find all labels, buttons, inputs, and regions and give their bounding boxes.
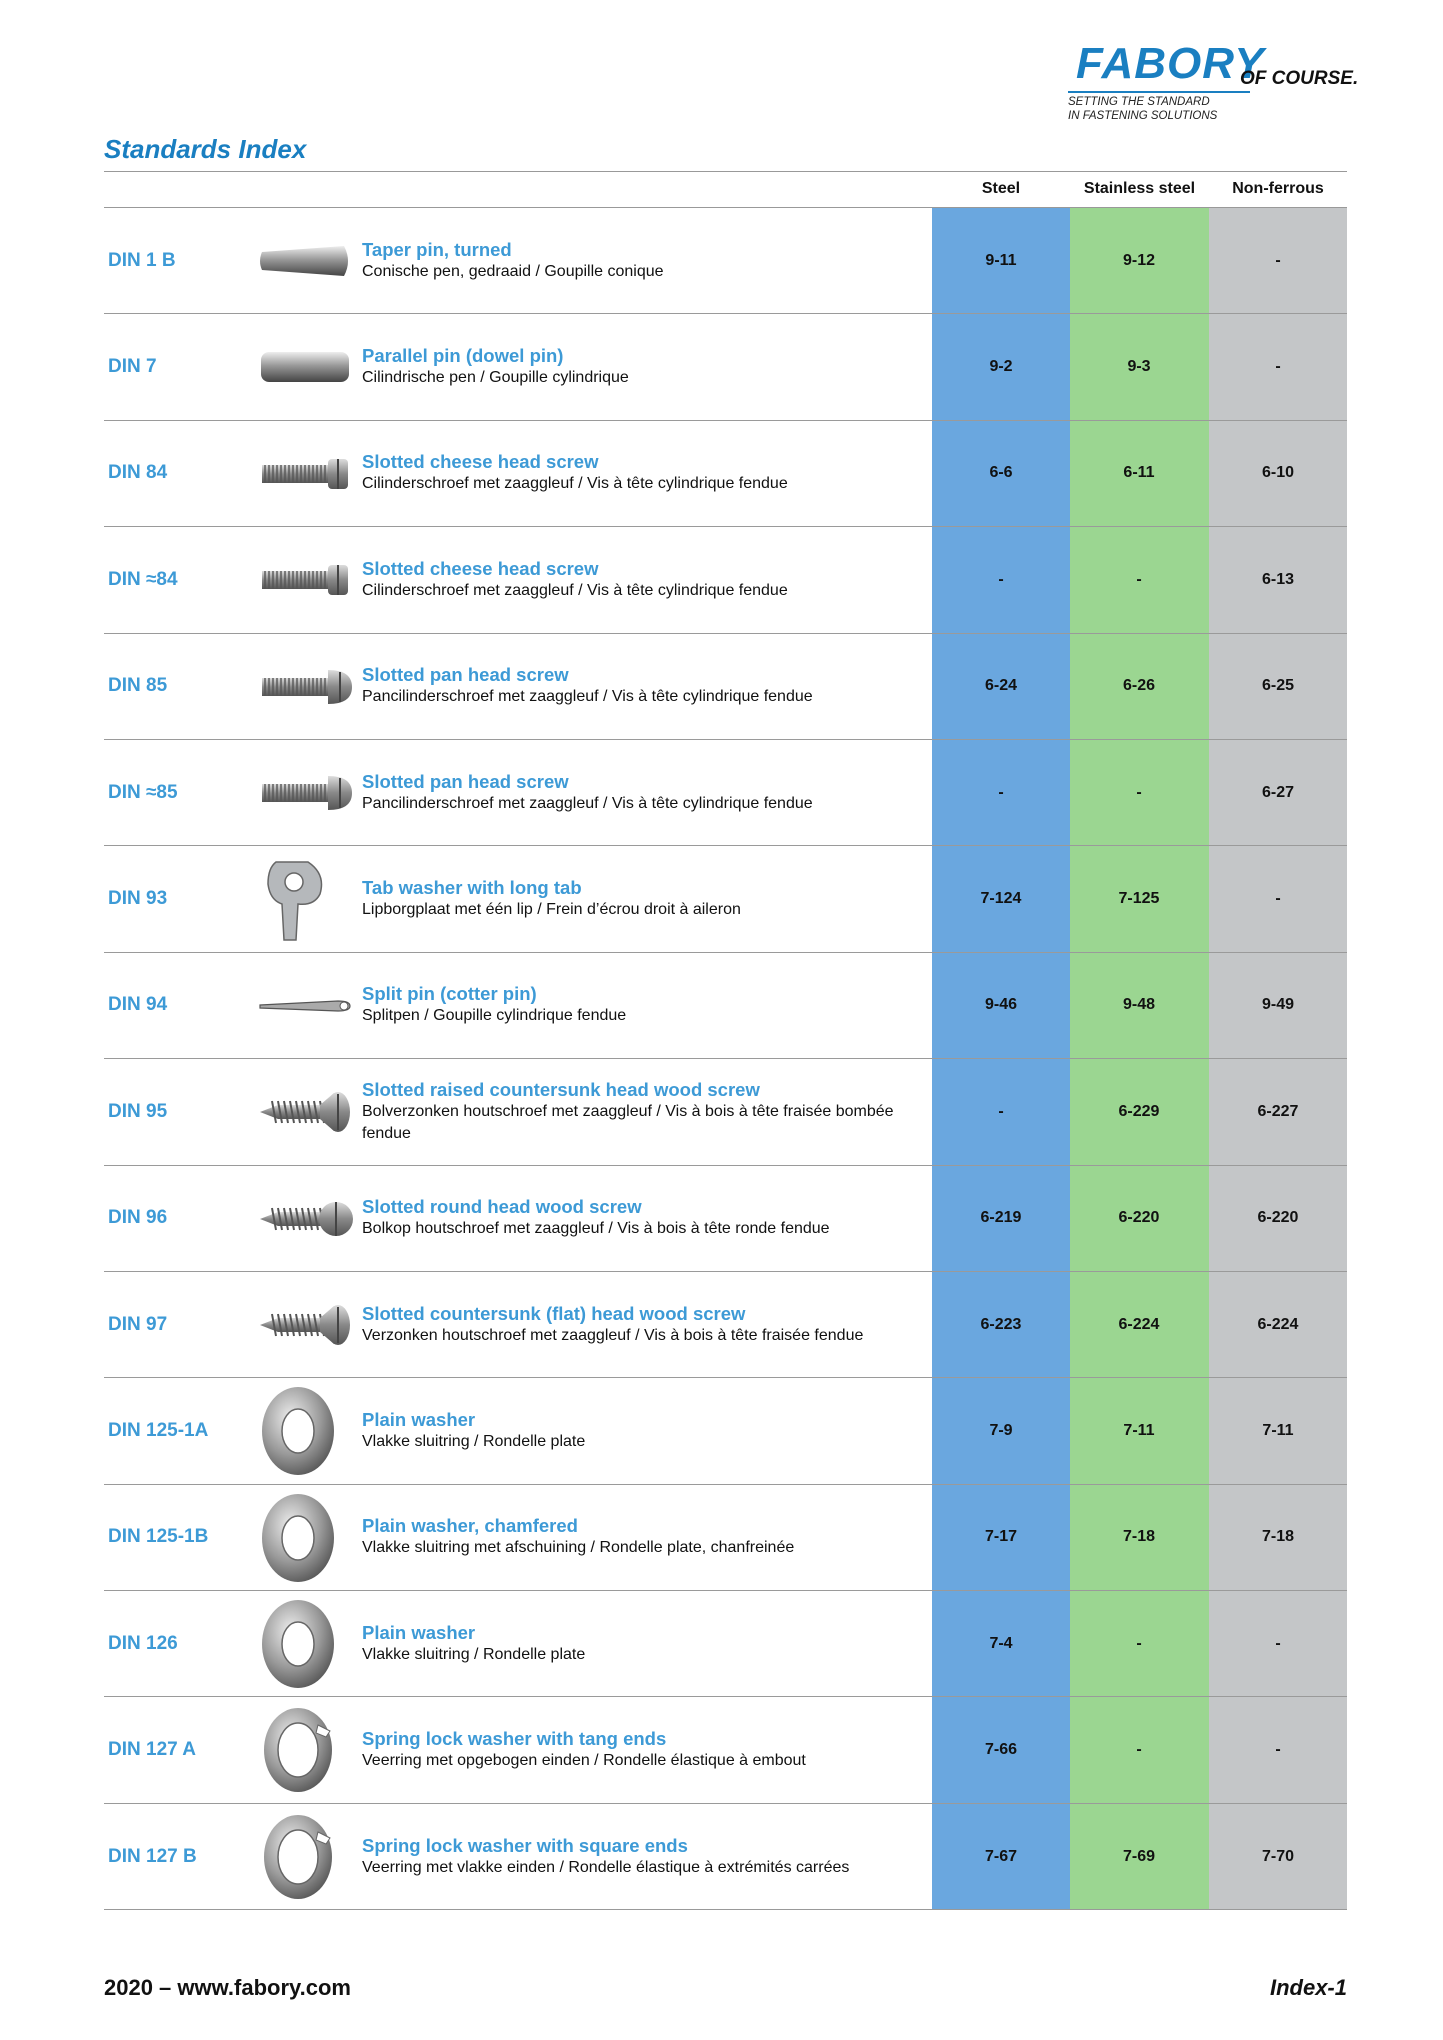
product-name: Slotted raised countersunk head wood screw — [362, 1078, 760, 1100]
standard-code: DIN 85 — [108, 675, 168, 697]
table-row — [104, 314, 1347, 420]
steel-page-ref: 7-9 — [989, 1421, 1013, 1439]
steel-page-ref: - — [998, 783, 1004, 801]
standard-code: DIN 84 — [108, 462, 168, 484]
product-translation: Conische pen, gedraaid / Goupille conique — [362, 262, 664, 280]
standard-code: DIN 126 — [108, 1632, 178, 1654]
product-translation: Cilindrische pen / Goupille cylindrique — [362, 369, 629, 387]
logo-tagline-line-1: SETTING THE STANDARD — [1068, 96, 1210, 108]
nonferrous-page-ref: 7-11 — [1262, 1421, 1294, 1439]
table-row — [104, 634, 1347, 740]
table-row — [104, 1804, 1347, 1910]
nonferrous-page-ref: - — [1275, 1634, 1281, 1652]
product-description — [362, 846, 937, 951]
steel-page-ref: 7-17 — [984, 1528, 1018, 1546]
standard-code: DIN 95 — [108, 1100, 168, 1122]
product-translation: Veerring met vlakke einden / Rondelle élastique à extrémités carrées — [362, 1858, 850, 1876]
stainless-page-ref: - — [1136, 1741, 1142, 1759]
standard-code: DIN 97 — [108, 1313, 168, 1335]
logo-suffix: OF COURSE. — [1240, 68, 1359, 89]
logo-tagline-line-2: IN FASTENING SOLUTIONS — [1068, 110, 1218, 122]
nonferrous-page-ref: 6-10 — [1261, 464, 1295, 482]
steel-page-ref: 9-46 — [984, 996, 1018, 1014]
spring-washer-icon — [256, 1812, 356, 1902]
nonferrous-page-ref: 6-27 — [1261, 783, 1295, 801]
steel-page-ref: 6-6 — [989, 464, 1013, 482]
product-name: Spring lock washer with square ends — [362, 1834, 688, 1856]
page-title: Standards Index — [104, 134, 307, 164]
product-name: Parallel pin (dowel pin) — [362, 345, 564, 367]
stainless-page-ref: 6-26 — [1122, 677, 1156, 695]
steel-page-ref: 7-124 — [980, 890, 1022, 908]
product-translation: Pancilinderschroef met zaaggleuf / Vis à tête cylindrique fendue — [362, 688, 813, 706]
stainless-page-ref: 7-125 — [1118, 890, 1160, 908]
steel-page-ref: 9-11 — [985, 251, 1017, 269]
product-name: Slotted cheese head screw — [362, 557, 599, 579]
nonferrous-page-ref: 7-18 — [1261, 1528, 1295, 1546]
title-divider — [104, 171, 1347, 172]
stainless-page-ref: 6-11 — [1123, 464, 1155, 482]
washer-icon — [256, 1386, 356, 1476]
product-description — [362, 1485, 937, 1590]
table-row — [104, 1272, 1347, 1378]
stainless-page-ref: 7-11 — [1123, 1421, 1155, 1439]
product-name: Split pin (cotter pin) — [362, 983, 537, 1005]
product-translation: Cilinderschroef met zaaggleuf / Vis à tête cylindrique fendue — [362, 581, 788, 599]
pan-head-screw-icon — [256, 748, 356, 838]
table-row — [104, 1591, 1347, 1697]
standard-code: DIN 94 — [108, 994, 168, 1016]
round-head-wood-screw-icon — [256, 1174, 356, 1264]
standards-table — [104, 208, 1347, 1910]
taper-pin-icon — [256, 216, 356, 306]
product-translation: Veerring met opgebogen einden / Rondelle élastique à embout — [362, 1752, 806, 1770]
steel-page-ref: 7-4 — [989, 1634, 1013, 1652]
table-row — [104, 421, 1347, 527]
product-translation: Cilinderschroef met zaaggleuf / Vis à tête cylindrique fendue — [362, 475, 788, 493]
nonferrous-page-ref: 6-220 — [1257, 1209, 1299, 1227]
product-translation: Verzonken houtschroef met zaaggleuf / Vis à bois à tête fraisée fendue — [362, 1326, 864, 1344]
wood-screw-icon — [256, 1280, 356, 1370]
stainless-page-ref: 9-12 — [1122, 251, 1156, 269]
product-name: Slotted round head wood screw — [362, 1196, 642, 1218]
stainless-page-ref: 9-3 — [1127, 358, 1151, 376]
standard-code: DIN 7 — [108, 356, 157, 378]
product-translation: Lipborgplaat met één lip / Frein d’écrou droit à aileron — [362, 901, 741, 919]
spring-washer-icon — [256, 1705, 356, 1795]
nonferrous-page-ref: 6-227 — [1257, 1102, 1299, 1120]
steel-page-ref: 6-24 — [984, 677, 1018, 695]
pan-head-screw-icon — [256, 642, 356, 732]
nonferrous-page-ref: - — [1275, 890, 1281, 908]
product-description — [362, 953, 937, 1058]
nonferrous-page-ref: 6-13 — [1261, 570, 1295, 588]
standard-code: DIN 127 A — [108, 1739, 196, 1761]
footer-year-website: 2020 – www.fabory.com — [104, 1975, 351, 2000]
product-description — [362, 1697, 937, 1802]
product-translation: Vlakke sluitring met afschuining / Rondelle plate, chanfreinée — [362, 1539, 795, 1557]
footer-page-number: Index-1 — [1269, 1975, 1347, 2000]
stainless-page-ref: 6-220 — [1118, 1209, 1160, 1227]
stainless-page-ref: 7-69 — [1122, 1847, 1156, 1865]
wood-screw-icon — [256, 1067, 356, 1157]
product-description — [362, 314, 937, 419]
product-name: Slotted cheese head screw — [362, 451, 599, 473]
nonferrous-page-ref: - — [1275, 251, 1281, 269]
product-translation: Pancilinderschroef met zaaggleuf / Vis à tête cylindrique fendue — [362, 794, 813, 812]
table-row — [104, 1485, 1347, 1591]
logo-tagline — [1068, 95, 1217, 123]
table-row — [104, 1378, 1347, 1484]
standard-code: DIN ≈85 — [108, 781, 178, 803]
stainless-page-ref: 9-48 — [1122, 996, 1156, 1014]
steel-page-ref: - — [998, 570, 1004, 588]
cheese-head-screw-icon — [256, 535, 356, 625]
steel-page-ref: - — [998, 1102, 1004, 1120]
product-name: Plain washer — [362, 1408, 476, 1430]
product-description — [362, 1804, 937, 1909]
product-name: Slotted pan head screw — [362, 664, 569, 686]
standard-code: DIN 93 — [108, 888, 168, 910]
nonferrous-page-ref: 9-49 — [1261, 996, 1295, 1014]
tab-washer-icon — [256, 854, 356, 944]
table-bottom-divider — [104, 1909, 1347, 1910]
logo-wordmark: FABORY — [1076, 39, 1265, 88]
stainless-page-ref: 7-18 — [1122, 1528, 1156, 1546]
standard-code: DIN ≈84 — [108, 568, 178, 590]
product-description — [362, 740, 937, 845]
product-name: Plain washer — [362, 1621, 476, 1643]
dowel-pin-icon — [256, 322, 356, 412]
table-row — [104, 953, 1347, 1059]
split-pin-icon — [256, 961, 356, 1051]
product-translation: Bolkop houtschroef met zaaggleuf / Vis à bois à tête ronde fendue — [362, 1220, 830, 1238]
table-row — [104, 1697, 1347, 1803]
product-translation: Vlakke sluitring / Rondelle plate — [362, 1432, 586, 1450]
product-translation: Splitpen / Goupille cylindrique fendue — [362, 1007, 627, 1025]
column-header-steel: Steel — [981, 180, 1021, 197]
column-header-nonferrous: Non-ferrous — [1232, 180, 1324, 197]
nonferrous-page-ref: - — [1275, 1741, 1281, 1759]
nonferrous-page-ref: - — [1275, 358, 1281, 376]
standard-code: DIN 1 B — [108, 249, 176, 271]
product-name: Slotted countersunk (flat) head wood screw — [362, 1302, 746, 1324]
stainless-page-ref: - — [1136, 783, 1142, 801]
steel-page-ref: 7-67 — [984, 1847, 1018, 1865]
logo-underline — [1068, 91, 1250, 93]
steel-page-ref: 6-219 — [980, 1209, 1022, 1227]
steel-page-ref: 6-223 — [980, 1315, 1022, 1333]
product-name: Spring lock washer with tang ends — [362, 1728, 667, 1750]
stainless-page-ref: 6-229 — [1118, 1102, 1160, 1120]
standard-code: DIN 125-1A — [108, 1419, 209, 1441]
product-description — [362, 1166, 937, 1271]
product-description — [362, 1378, 937, 1483]
table-row — [104, 740, 1347, 846]
product-name: Taper pin, turned — [362, 238, 512, 260]
stainless-page-ref: - — [1136, 1634, 1142, 1652]
product-description — [362, 208, 937, 313]
nonferrous-page-ref: 6-25 — [1261, 677, 1295, 695]
nonferrous-page-ref: 6-224 — [1257, 1315, 1299, 1333]
product-description — [362, 1059, 937, 1164]
washer-icon — [256, 1599, 356, 1689]
standard-code: DIN 125-1B — [108, 1526, 209, 1548]
column-header-stainless: Stainless steel — [1083, 180, 1196, 197]
product-description — [362, 1591, 937, 1696]
table-row — [104, 1166, 1347, 1272]
product-description — [362, 527, 937, 632]
table-row — [104, 1059, 1347, 1165]
product-name: Slotted pan head screw — [362, 770, 569, 792]
fabory-logo — [1068, 39, 1368, 132]
stainless-page-ref: 6-224 — [1118, 1315, 1160, 1333]
product-description — [362, 634, 937, 739]
washer-icon — [256, 1493, 356, 1583]
table-row — [104, 846, 1347, 952]
product-translation: Bolverzonken houtschroef met zaaggleuf / Vis à bois à tête fraisée bombée fendue — [362, 1102, 894, 1142]
standard-code: DIN 127 B — [108, 1845, 197, 1867]
product-description — [362, 1272, 937, 1377]
product-name: Plain washer, chamfered — [362, 1515, 578, 1537]
steel-page-ref: 7-66 — [984, 1741, 1018, 1759]
product-description — [362, 421, 937, 526]
product-translation: Vlakke sluitring / Rondelle plate — [362, 1645, 586, 1663]
stainless-page-ref: - — [1136, 570, 1142, 588]
steel-page-ref: 9-2 — [989, 358, 1013, 376]
table-row — [104, 208, 1347, 314]
table-row — [104, 527, 1347, 633]
nonferrous-page-ref: 7-70 — [1261, 1847, 1295, 1865]
standard-code: DIN 96 — [108, 1207, 168, 1229]
cheese-head-screw-icon — [256, 429, 356, 519]
product-name: Tab washer with long tab — [362, 877, 582, 899]
